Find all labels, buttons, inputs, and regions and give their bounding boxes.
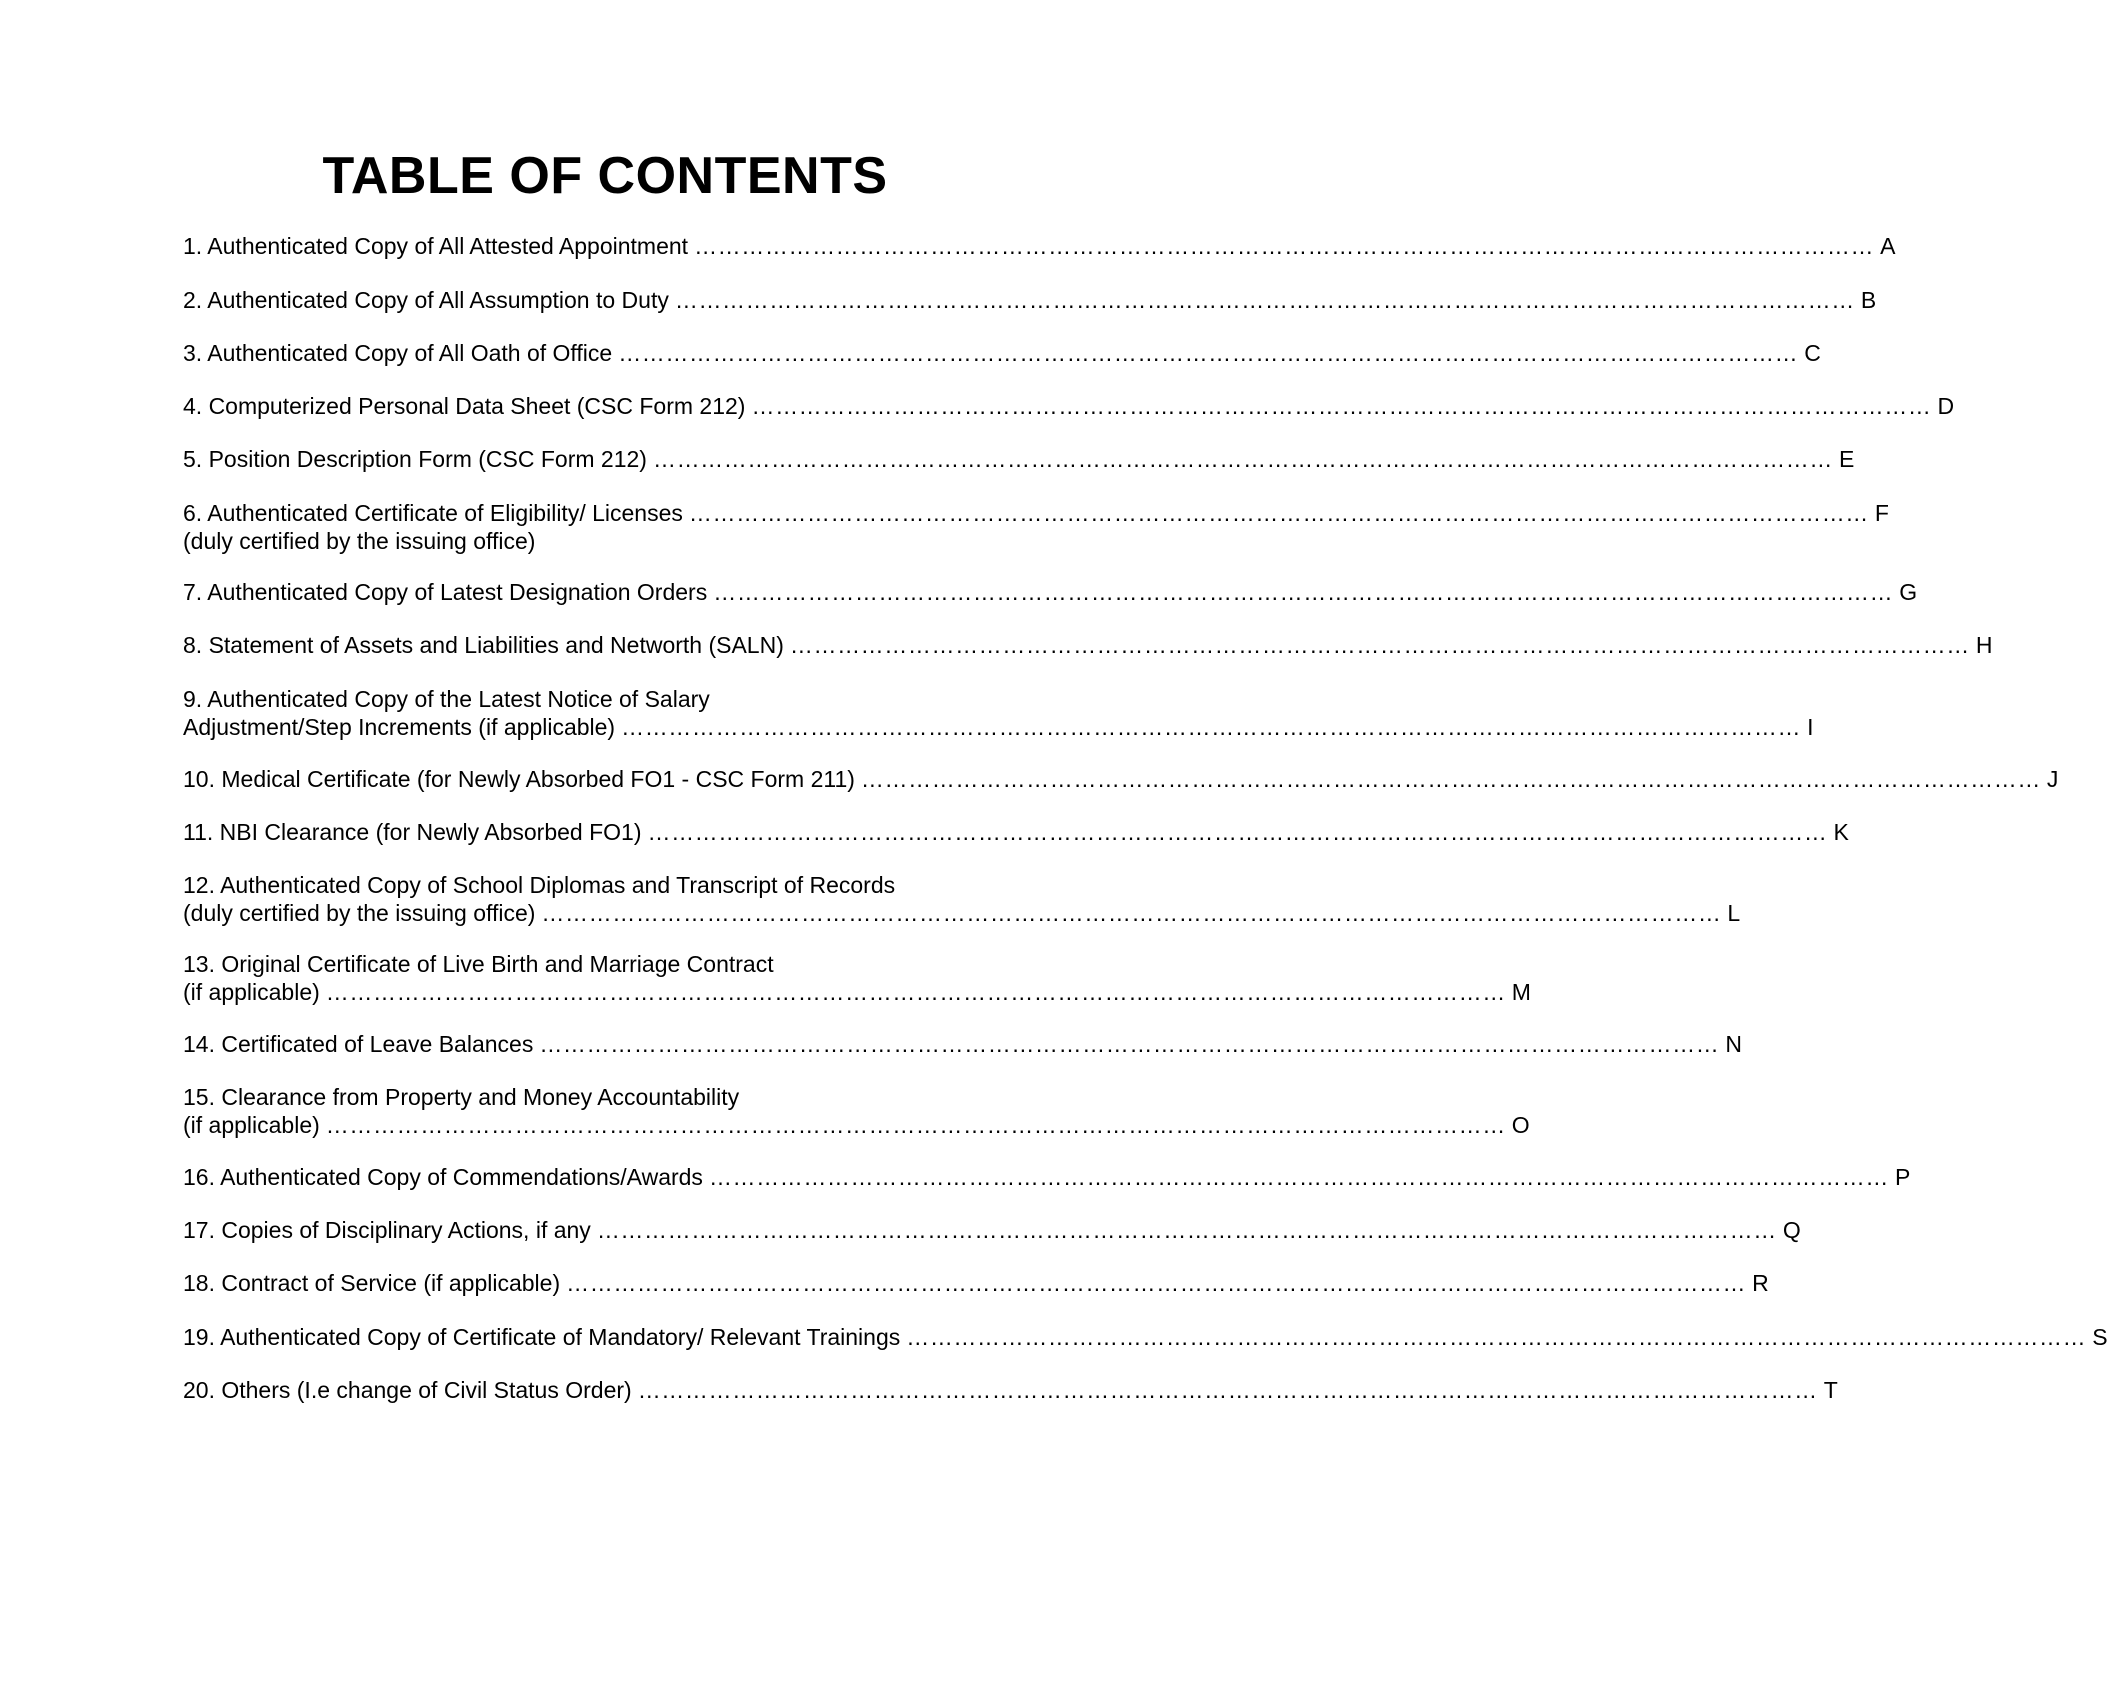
dot-leader: …………………………………………………………………………………………………………………………………… [325,979,1506,1005]
dot-leader: …………………………………………………………………………………………………………………………………… [688,500,1869,526]
toc-entry-line [183,339,1821,367]
toc-entry [183,1163,1911,1191]
toc-entry [183,232,1896,260]
toc-entry-line [183,1376,1838,1404]
toc-entry-letter: I [1807,714,1814,740]
toc-entry-line [183,1216,1801,1244]
toc-entry-line [183,286,1877,314]
toc-entry-letter: N [1725,1031,1742,1057]
dot-leader: …………………………………………………………………………………………………………………………………… [860,766,2041,792]
toc-entry-title: 1. Authenticated Copy of All Attested Appointment [183,233,689,259]
toc-entry [183,392,1955,420]
toc-entry-letter: A [1880,233,1896,259]
toc-entry-title: 12. Authenticated Copy of School Diplomas and Transcript of Records [183,872,896,898]
toc-entry-line [183,445,1855,473]
toc-entry-title: 16. Authenticated Copy of Commendations/Awards [183,1164,703,1190]
dot-leader: …………………………………………………………………………………………………………………………………… [647,819,1828,845]
dot-leader: …………………………………………………………………………………………………………………………………… [618,340,1799,366]
toc-entry [183,631,1993,659]
toc-entry-line [183,392,1955,420]
toc-entry-line [183,899,1741,927]
toc-entry [183,685,1814,741]
toc-entry-title: (if applicable) [183,979,320,1005]
dot-leader: …………………………………………………………………………………………………………………………………… [596,1217,1777,1243]
toc-entry-letter: L [1727,900,1741,926]
toc-entry-title: 4. Computerized Personal Data Sheet (CSC Form 212) [183,393,746,419]
page-title: TABLE OF CONTENTS [322,147,888,205]
toc-entry-letter: T [1823,1377,1838,1403]
toc-entry-line [183,978,1531,1006]
toc-entry-title: 11. NBI Clearance (for Newly Absorbed FO1) [183,819,642,845]
toc-entry-letter: D [1937,393,1955,419]
toc-entry [183,499,1889,555]
toc-entry-title: 6. Authenticated Certificate of Eligibility/ Licenses [183,500,683,526]
toc-entry-title: 20. Others (I.e change of Civil Status Order) [183,1377,632,1403]
dot-leader: …………………………………………………………………………………………………………………………………… [751,393,1932,419]
toc-entry-line [183,631,1993,659]
toc-entry-line [183,1030,1742,1058]
toc-entry-title: 13. Original Certificate of Live Birth and Marriage Contract [183,951,774,977]
toc-entry-line [183,818,1849,846]
toc-entry [183,1269,1769,1297]
toc-entry-title: 2. Authenticated Copy of All Assumption to Duty [183,287,669,313]
toc-entry-letter: F [1874,500,1889,526]
toc-entry [183,1376,1838,1404]
toc-entry-line [183,1111,1530,1139]
toc-entry-title: 5. Position Description Form (CSC Form 212) [183,446,647,472]
toc-entry-title: 10. Medical Certificate (for Newly Absorbed FO1 - CSC Form 211) [183,766,855,792]
dot-leader: …………………………………………………………………………………………………………………………………… [541,900,1722,926]
dot-leader: …………………………………………………………………………………………………………………………………… [713,579,1894,605]
toc-entry [183,1083,1530,1139]
toc-entry-line [183,1269,1769,1297]
toc-entry [183,1216,1801,1244]
toc-entry [183,950,1531,1006]
toc-entry-letter: S [2092,1324,2108,1350]
dot-leader: …………………………………………………………………………………………………………………………………… [906,1324,2087,1350]
toc-entry-title: (duly certified by the issuing office) [183,900,536,926]
toc-entry-title: 3. Authenticated Copy of All Oath of Office [183,340,613,366]
toc-entry-title: 8. Statement of Assets and Liabilities and Networth (SALN) [183,632,784,658]
dot-leader: …………………………………………………………………………………………………………………………………… [325,1112,1506,1138]
toc-entry-line [183,871,1023,899]
toc-entry-letter: E [1838,446,1855,472]
toc-entry-title: 9. Authenticated Copy of the Latest Notice of Salary [183,686,710,712]
toc-entry-line [183,1323,2108,1351]
toc-entry-line [183,1163,1911,1191]
toc-entry-letter: G [1899,579,1918,605]
toc-entry-line [183,1083,1023,1111]
toc-entry-line [183,713,1814,741]
dot-leader: …………………………………………………………………………………………………………………………………… [674,287,1855,313]
toc-entry [183,578,1918,606]
dot-leader: …………………………………………………………………………………………………………………………………… [789,632,1970,658]
toc-entry-letter: P [1894,1164,1911,1190]
toc-entry [183,286,1877,314]
dot-leader: …………………………………………………………………………………………………………………………………… [539,1031,1720,1057]
toc-entry [183,765,2059,793]
dot-leader: …………………………………………………………………………………………………………………………………… [637,1377,1818,1403]
toc-entry [183,871,1741,927]
toc-entry-title: (duly certified by the issuing office) [183,528,536,554]
toc-entry-letter: B [1860,287,1877,313]
toc-entry-line [183,499,1889,527]
toc-entry-title: Adjustment/Step Increments (if applicable) [183,714,616,740]
toc-entry-letter: H [1975,632,1993,658]
toc-entry-title: (if applicable) [183,1112,320,1138]
toc-entry-letter: C [1804,340,1821,366]
toc-entry-line [183,527,1023,555]
toc-entry [183,1030,1742,1058]
toc-entry-title: 15. Clearance from Property and Money Accountability [183,1084,740,1110]
toc-entry-letter: O [1511,1112,1530,1138]
dot-leader: …………………………………………………………………………………………………………………………………… [652,446,1833,472]
toc-entry-letter: M [1511,979,1531,1005]
toc-entry-title: 17. Copies of Disciplinary Actions, if any [183,1217,591,1243]
toc-entry-title: 14. Certificated of Leave Balances [183,1031,534,1057]
toc-entry-letter: R [1752,1270,1769,1296]
toc-entry [183,445,1855,473]
dot-leader: …………………………………………………………………………………………………………………………………… [566,1270,1747,1296]
toc-entry [183,818,1849,846]
toc-entry-line [183,685,1023,713]
toc-entry-title: 19. Authenticated Copy of Certificate of Mandatory/ Relevant Trainings [183,1324,901,1350]
toc-entry-letter: K [1833,819,1849,845]
toc-entry-title: 7. Authenticated Copy of Latest Designation Orders [183,579,708,605]
toc-entry-line [183,950,1023,978]
toc-entry-line [183,578,1918,606]
dot-leader: …………………………………………………………………………………………………………………………………… [708,1164,1889,1190]
toc-entry-letter: J [2046,766,2059,792]
toc-entry [183,339,1821,367]
toc-entry-letter: Q [1782,1217,1801,1243]
dot-leader: …………………………………………………………………………………………………………………………………… [621,714,1802,740]
toc-entry-title: 18. Contract of Service (if applicable) [183,1270,561,1296]
dot-leader: …………………………………………………………………………………………………………………………………… [694,233,1875,259]
toc-entry-line [183,765,2059,793]
toc-entry-line [183,232,1896,260]
toc-entry [183,1323,2108,1351]
